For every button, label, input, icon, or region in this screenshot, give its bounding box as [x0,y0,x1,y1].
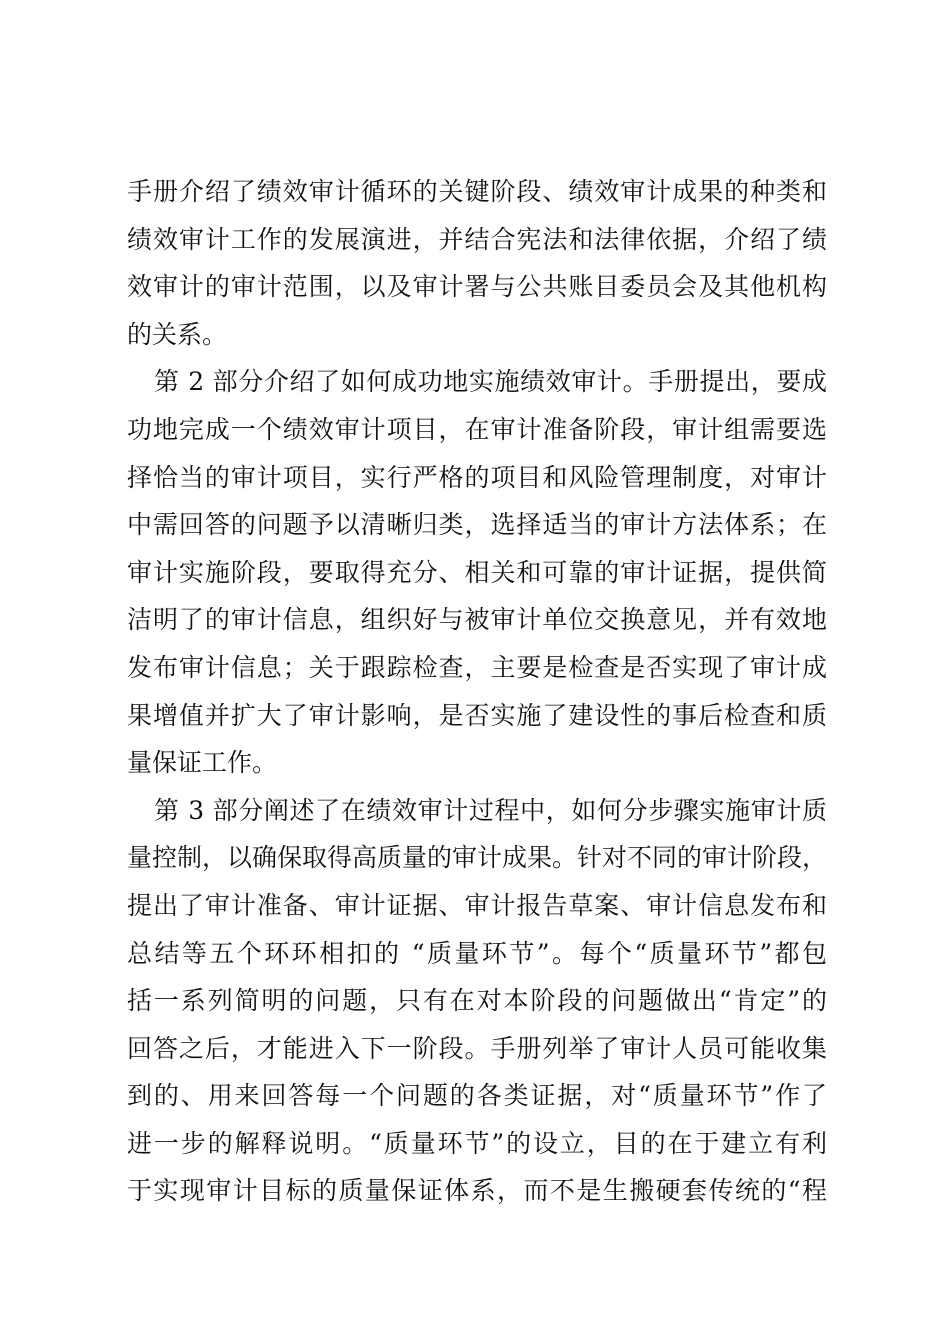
text-line: 提出了审计准备、审计证据、审计报告草案、审计信息发布和 [127,890,827,920]
text-line: 于实现审计目标的质量保证体系，而不是生搬硬套传统的“程 [127,1176,827,1206]
text-line: 择恰当的审计项目，实行严格的项目和风险管理制度，对审计 [127,462,827,492]
body-text [127,168,827,1215]
paragraph-first-line: 第 2 部分介绍了如何成功地实施绩效审计。手册提出，要成 [154,367,827,397]
text-line: 审计实施阶段，要取得充分、相关和可靠的审计证据，提供简 [127,557,827,587]
text-line: 效审计的审计范围，以及审计署与公共账目委员会及其他机构 [127,272,827,302]
text-line: 进一步的解释说明。“质量环节”的设立，目的在于建立有利 [127,1128,827,1158]
text-line: 到的、用来回答每一个问题的各类证据，对“质量环节”作了 [127,1081,827,1111]
text-line: 发布审计信息；关于跟踪检查，主要是检查是否实现了审计成 [127,652,827,682]
text-line: 回答之后，才能进入下一阶段。手册列举了审计人员可能收集 [127,1033,827,1063]
text-line: 括一系列简明的问题，只有在对本阶段的问题做出“肯定”的 [127,986,827,1016]
text-line: 量控制，以确保取得高质量的审计成果。针对不同的审计阶段， [127,843,828,873]
text-line: 中需回答的问题予以清晰归类，选择适当的审计方法体系；在 [127,510,827,540]
text-line: 总结等五个环环相扣的 “质量环节”。每个“质量环节”都包 [127,938,827,968]
text-line: 洁明了的审计信息，组织好与被审计单位交换意见，并有效地 [127,605,827,635]
text-line: 的关系。 [127,319,228,349]
paragraph-first-line: 第 3 部分阐述了在绩效审计过程中，如何分步骤实施审计质 [154,795,827,825]
text-line: 量保证工作。 [127,748,278,778]
text-line: 果增值并扩大了审计影响，是否实施了建设性的事后检查和质 [127,700,827,730]
text-line: 手册介绍了绩效审计循环的关键阶段、绩效审计成果的种类和 [127,177,827,206]
text-line: 绩效审计工作的发展演进，并结合宪法和法律依据，介绍了绩 [127,224,827,254]
text-line: 功地完成一个绩效审计项目，在审计准备阶段，审计组需要选 [127,414,827,444]
